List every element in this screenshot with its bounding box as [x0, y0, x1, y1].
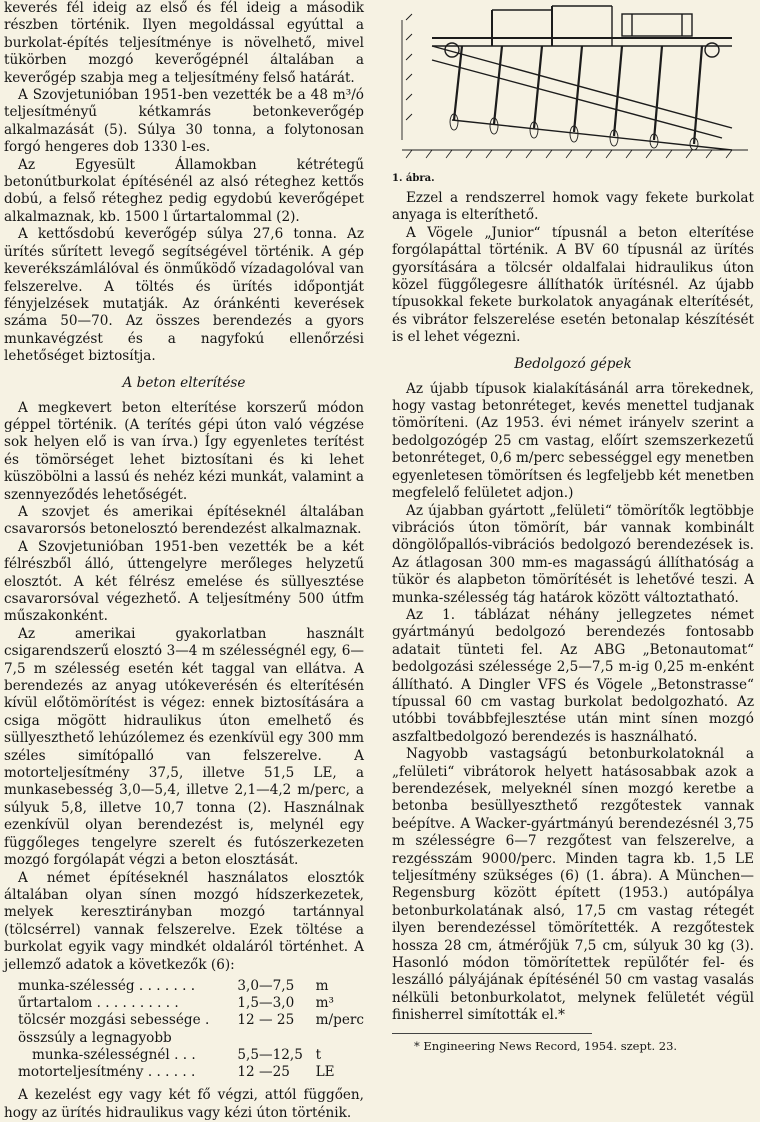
paragraph: A szovjet és amerikai építéseknél általában csavarorsós betonelosztó berendezést alkalmaznak.: [4, 503, 364, 538]
paragraph: A német építéseknél használatos elosztók általában olyan sínen mozgó hídszerkezetek, melyek keresztirányban mozgó tartánnyal (tölcsérrel) vannak felszerelve. Ezek töltése a burkolat egyik vagy mindkét oldaláról történhet. A jellemző adatok a következők (6):: [4, 869, 364, 973]
footnote: * Engineering News Record, 1954. szept. 23.: [414, 1038, 678, 1053]
paragraph: A megkevert beton elterítése korszerű módon géppel történik. (A terítés gépi úton való végzése sok helyen elő is van írva.) Így egyenletes terítést és tömörséget lehet biztosítani és ki lehet küszöbölni a lassú és nehéz kézi munkát, valamint a szennyeződés lehetőségét.: [4, 399, 364, 503]
spec-value: 5,5—12,5: [237, 1046, 303, 1063]
spec-unit: m³: [315, 995, 334, 1012]
paragraph: Az újabban gyártott „felületi“ tömörítők legtöbbje vibrációs úton tömörít, bár vannak kombinált döngölőpallós-vibrációs bedolgozó berendezések is. Az átlagosan 300 mm-es magasságú állíthatóság a tükör és alapbeton tömörítését is lehetővé teszi. A munka-szélesség tág határok között változtatható.: [392, 502, 754, 606]
spec-value: 1,5—3,0: [237, 995, 295, 1012]
left-column: [4, 0, 364, 1122]
spec-value: 12 — 25: [237, 1012, 295, 1029]
paragraph: A Vögele „Junior“ típusnál a beton elterítése forgólapáttal történik. A BV 60 típusnál az ürítés gyorsítására a tölcsér oldalfalai hidraulikus úton közel függőlegesre állíthatók ürítésnél. Az újabb típusokkal fekete burkolatok anyagának elterítését, és vibrátor felszerelése esetén betonalap készítését is el lehet végezni.: [392, 224, 754, 346]
footnote-divider: [392, 1033, 592, 1034]
spec-unit: m: [315, 977, 329, 994]
paragraph: Az 1. táblázat néhány jellegzetes német gyártmányú bedolgozó berendezés fontosabb adatait tünteti fel. Az ABG „Betonautomat“ bedolgozási szélessége 2,5—7,5 m-ig 0,25 m-enként állítható. A Dingler VFS és Vögele „Betonstrasse“ típussal 60 cm vastag burkolat bedolgozható. Az utóbbi továbbfejlesztése után mint sínen mozgó aszfaltbedolgozó berendezés is használható.: [392, 606, 754, 745]
right-column: [392, 0, 754, 1055]
spec-row: [18, 995, 364, 1012]
spec-label: űrtartalom: [18, 995, 93, 1012]
vibrator-frame-illustration: [392, 0, 754, 172]
spec-value: 3,0—7,5: [237, 977, 295, 994]
spec-row: [18, 1012, 364, 1029]
paragraph: A Szovjetunióban 1951-ben vezették be a két félrészből álló, úttengelyre merőleges helyzetű elosztót. A két félrész emelése és süllyesztése csavarorsóval végezhető. A teljesítmény 500 útfm műszakonként.: [4, 538, 364, 625]
paragraph: Ezzel a rendszerrel homok vagy fekete burkolat anyaga is elteríthető.: [392, 190, 754, 224]
spec-label: motorteljesítmény: [18, 1063, 144, 1080]
paragraph: Az amerikai gyakorlatban használt csigarendszerű elosztó 3—4 m szélességnél egy, 6—7,5 m szélesség esetén két taggal van ellátva. A berendezés az anyag utókeverésén és elterítésén kívül előtömörítést is végez: ennek biztosítására a csiga mögött hidraulikus úton emelhető és süllyeszthető lehúzólemez és ezenkívül egy 300 mm széles simítópalló van felszerelve. A motorteljesítmény 37,5, illetve 51,5 LE, a munkasebesség 3,0—5,4, illetve 2,1—4,2 m/perc, a súlyuk 5,8, illetve 10,7 tonna (2). Használnak ezenkívül olyan berendezést is, melynél egy függőleges tengelyre szerelt és futószerkezeten mozgó forgólapát végzi a beton elosztását.: [4, 625, 364, 869]
spec-label: munka-szélességnél: [32, 1046, 170, 1063]
spec-dots: . . . . . .: [143, 1063, 196, 1080]
figure-caption: 1. ábra.: [392, 173, 435, 184]
spec-row: [18, 1030, 364, 1047]
spec-dots: .: [200, 1012, 210, 1029]
spec-dots: . . . . . . .: [134, 977, 196, 994]
spec-value: 12 —25: [237, 1063, 290, 1080]
spec-row: [18, 1047, 364, 1064]
paragraph: Nagyobb vastagságú betonburkolatoknál a „felületi“ vibrátorok helyett hatásosabbak azok a berendezések, melyeknél sínen mozgó keretbe a betonba besüllyeszthető rezgőtestek vannak beépítve. A Wacker-gyártmányú berendezésnél 3,75 m szélességre 6—7 rezgőtest van felszerelve, a rezgésszám 9000/perc. Minden tagra kb. 1,5 LE teljesítmény szükséges (6) (1. ábra). A München—Regensburg között épített (1953.) autópálya betonburkolatának alsó, 17,5 cm vastag rétegét ilyen berendezéssel tömörítették. A rezgőtestek hossza 28 cm, átmérőjük 7,5 cm, súlyuk 30 kg (3). Hasonló módon tömörítettek repülőtér fel- és leszálló pályájának építésénél 50 cm vastag vasalás nélküli betonburkolatot, melynek felületét végül finisherrel simították el.*: [392, 746, 754, 1024]
figure-1: [392, 0, 754, 190]
section-heading-bedolgozo-gepek: Bedolgozó gépek: [514, 355, 632, 372]
spec-dots: . . .: [169, 1046, 196, 1063]
spec-label: munka-szélesség: [18, 977, 135, 994]
spec-table: [18, 978, 364, 1081]
paragraph: A kettősdobú keverőgép súlya 27,6 tonna. Az ürítés sűrített levegő segítségével történik. A gép keverékszámlálóval és önműködő vízadagolóval van felszerelve. A töltés és ürítés időpontját fényjelzések mutatják. Az óránkénti keverések száma 50—70. Az összes berendezés a gyors munkavégzést és a nagyfokú ellenőrzési lehetőséget biztosítja.: [4, 226, 364, 365]
paragraph: A Szovjetunióban 1951-ben vezették be a 48 m³/ó teljesítményű kétkamrás betonkeverőgép alkalmazását (5). Súlya 30 tonna, a folytonosan forgó hengeres dob 1330 l-es.: [4, 87, 364, 156]
paragraph: Az Egyesült Államokban kétrétegű betonútburkolat építésénél az alsó réteghez kettős dobú, a felső réteghez pedig egydobú keverőgépet alkalmaznak, kb. 1500 l űrtartalommal (2).: [4, 156, 364, 225]
paragraph: keverés fél ideig az első és fél ideig a második részben történik. Ilyen megoldással egyúttal a burkolat-építés teljesítménye is növelhető, mivel tükörben mozgó keverőgépnél általában a keverőgép szabja meg a teljesítmény felső határát.: [4, 0, 364, 86]
paragraph: A kezelést egy vagy két fő végzi, attól függően, hogy az ürítés hidraulikus vagy kézi úton történik.: [4, 1087, 364, 1121]
spec-dots: . . . . . . . . . .: [92, 995, 179, 1012]
section-heading-beton-elteritese: A beton elterítése: [122, 374, 246, 391]
spec-value: [237, 1030, 315, 1047]
spec-label: tölcsér mozgási sebessége: [18, 1012, 201, 1029]
spec-unit: t: [315, 1046, 322, 1063]
spec-unit: LE: [315, 1063, 335, 1080]
paragraph: Az újabb típusok kialakításánál arra törekednek, hogy vastag betonréteget, kevés menettel tudjanak tömöríteni. (Az 1953. évi német irányelv szerint a bedolgozógép 25 cm vastag, előírt szemszerkezetű betonréteget, 0,6 m/perc sebességgel egy menetben egyenletesen tömörítsen és legfeljebb két menetben megfelelő felületet adjon.): [392, 380, 754, 502]
spec-unit: [316, 1030, 364, 1047]
spec-label: összsúly a legnagyobb: [18, 1029, 172, 1046]
spec-row: [18, 1064, 364, 1081]
spec-row: [18, 978, 364, 995]
spec-unit: m/perc: [315, 1012, 364, 1029]
